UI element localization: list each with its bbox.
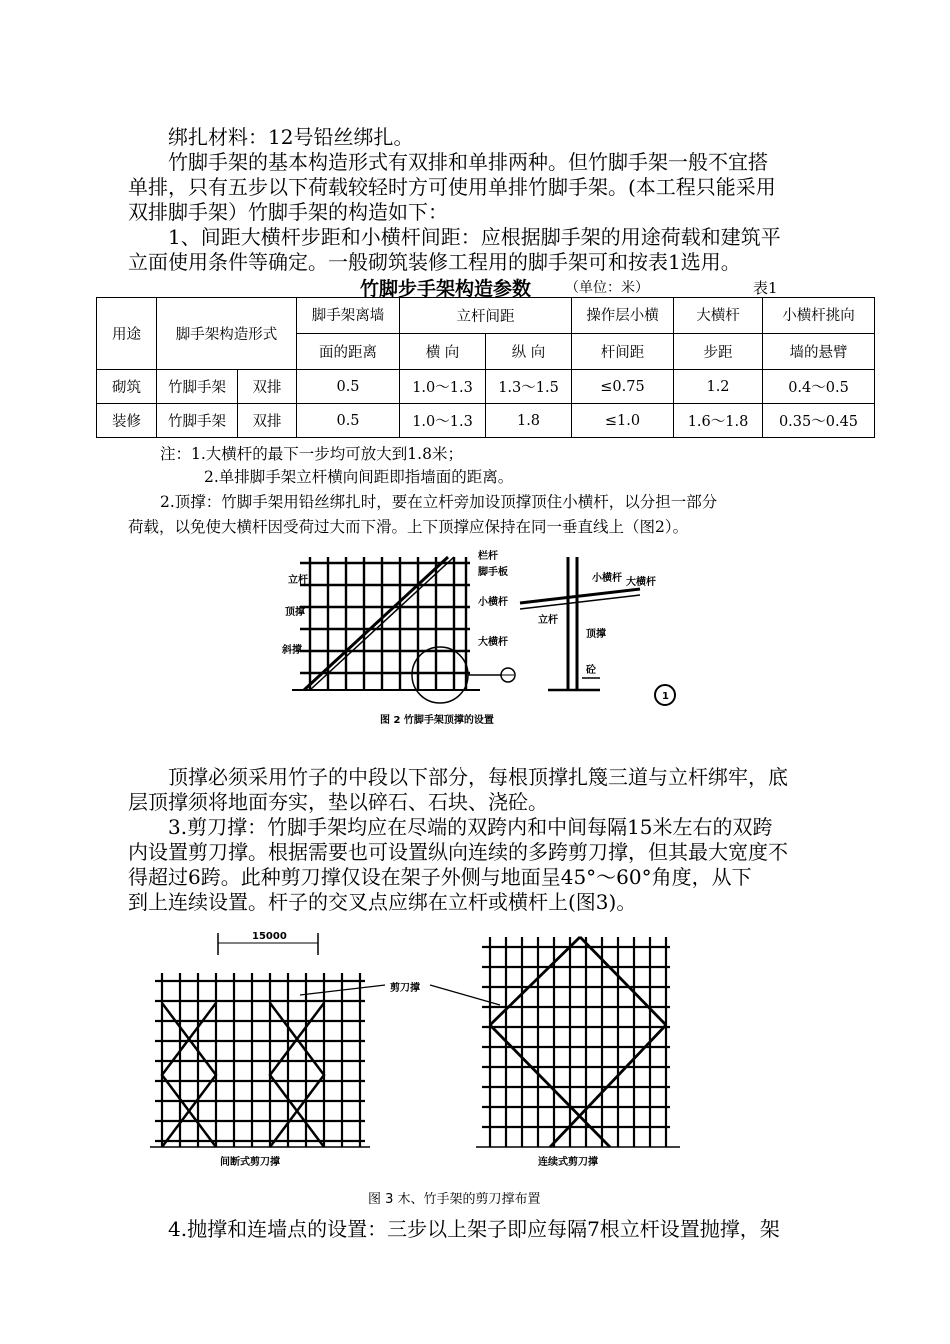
header-pole-spacing: 立杆间距 xyxy=(400,298,572,334)
cell-big-bar: 1.6～1.8 xyxy=(674,404,763,438)
header-small-bar-1: 操作层小横 xyxy=(572,298,674,334)
cell-wall-distance: 0.5 xyxy=(297,370,400,404)
header-big-bar-2: 步距 xyxy=(674,334,763,370)
label-big-bar: 大横杆 xyxy=(478,637,508,648)
label-right-pole: 立杆 xyxy=(538,615,558,626)
paragraph-spacing-line2: 立面使用条件等确定。一般砌筑装修工程用的脚手架可和按表1选用。 xyxy=(128,250,741,274)
label-continuous: 连续式剪刀撑 xyxy=(538,1157,598,1168)
paragraph-brace-material-line2: 层顶撑须将地面夯实，垫以碎石、石块、浇砼。 xyxy=(128,790,548,814)
paragraph-scissor-line2: 内设置剪刀撑。根据需要也可设置纵向连续的多跨剪刀撑，但其最大宽度不 xyxy=(128,840,788,864)
header-longitudinal: 纵 向 xyxy=(486,334,572,370)
label-right-big-bar: 大横杆 xyxy=(626,577,656,588)
label-top-brace: 顶撑 xyxy=(285,607,305,618)
cell-transverse: 1.0～1.3 xyxy=(400,370,486,404)
paragraph-spacing-line1: 1、间距大横杆步距和小横杆间距：应根据脚手架的用途荷载和建筑平 xyxy=(168,225,781,249)
paragraph-basic-form-line1: 竹脚手架的基本构造形式有双排和单排两种。但竹脚手架一般不宜搭 xyxy=(168,150,768,174)
table-unit: （单位：米） xyxy=(565,280,649,296)
figure-2-top-brace-diagram xyxy=(270,545,690,730)
header-use: 用途 xyxy=(97,298,157,370)
figure-2-caption: 图 2 竹脚手架顶撑的设置 xyxy=(380,715,494,726)
paragraph-throw-brace: 4.抛撑和连墙点的设置：三步以上架子即应每隔7根立杆设置抛撑，架 xyxy=(168,1217,780,1241)
paragraph-top-brace-line2: 荷载，以免使大横杆因受荷过大而下滑。上下顶撑应保持在同一垂直线上（图2）。 xyxy=(128,518,689,536)
cell-small-bar: ≤0.75 xyxy=(572,370,674,404)
cell-form: 竹脚手架 xyxy=(157,370,238,404)
header-wall-distance-2: 面的距离 xyxy=(297,334,400,370)
cell-small-bar: ≤1.0 xyxy=(572,404,674,438)
header-cantilever-1: 小横杆挑向 xyxy=(763,298,875,334)
label-intermittent: 间断式剪刀撑 xyxy=(220,1157,280,1168)
header-big-bar-1: 大横杆 xyxy=(674,298,763,334)
scaffold-parameter-table xyxy=(96,297,875,438)
dimension-15000: 15000 xyxy=(252,931,287,942)
table-number: 表1 xyxy=(753,279,778,297)
cell-wall-distance: 0.5 xyxy=(297,404,400,438)
label-pole: 立杆 xyxy=(288,575,308,586)
paragraph-scissor-line1: 3.剪刀撑：竹脚手架均应在尽端的双跨内和中间每隔15米左右的双跨 xyxy=(168,815,773,839)
label-small-bar: 小横杆 xyxy=(478,597,508,608)
paragraph-basic-form-line2: 单排，只有五步以下荷载较轻时方可使用单排竹脚手架。(本工程只能采用 xyxy=(128,175,776,199)
figure-3-scissor-brace-diagram xyxy=(140,925,710,1175)
table-row xyxy=(97,370,875,404)
cell-longitudinal: 1.3～1.5 xyxy=(486,370,572,404)
paragraph-top-brace-line1: 2.顶撑：竹脚手架用铅丝绑扎时，要在立杆旁加设顶撑顶住小横杆，以分担一部分 xyxy=(160,493,718,511)
figure-3-caption: 图 3 木、竹手架的剪刀撑布置 xyxy=(368,1192,541,1207)
paragraph-brace-material-line1: 顶撑必须采用竹子的中段以下部分，每根顶撑扎篾三道与立杆绑牢，底 xyxy=(168,765,788,789)
note-2: 2.单排脚手架立杆横向间距即指墙面的距离。 xyxy=(204,468,514,486)
table-title-row xyxy=(128,274,850,298)
cell-big-bar: 1.2 xyxy=(674,370,763,404)
cell-transverse: 1.0～1.3 xyxy=(400,404,486,438)
paragraph-binding-material: 绑扎材料：12号铅丝绑扎。 xyxy=(168,125,414,149)
header-cantilever-2: 墙的悬臂 xyxy=(763,334,875,370)
note-1: 注：1.大横杆的最下一步均可放大到1.8米； xyxy=(160,445,463,463)
label-railing: 栏杆 xyxy=(478,551,498,562)
paragraph-basic-form-line3: 双排脚手架）竹脚手架的构造如下： xyxy=(128,200,448,224)
cell-use: 装修 xyxy=(97,404,157,438)
cell-type: 双排 xyxy=(238,370,297,404)
label-scissor-brace: 剪刀撑 xyxy=(390,983,420,994)
paragraph-scissor-line4: 到上连续设置。杆子的交叉点应绑在立杆或横杆上(图3)。 xyxy=(128,890,637,914)
header-small-bar-2: 杆间距 xyxy=(572,334,674,370)
cell-cantilever: 0.4～0.5 xyxy=(763,370,875,404)
cell-use: 砌筑 xyxy=(97,370,157,404)
table-title: 竹脚步手架构造参数 xyxy=(360,278,532,300)
table-row xyxy=(97,404,875,438)
label-concrete: 砼 xyxy=(586,665,596,676)
label-diagonal: 斜撑 xyxy=(282,645,302,656)
cell-form: 竹脚手架 xyxy=(157,404,238,438)
header-wall-distance-1: 脚手架离墙 xyxy=(297,298,400,334)
header-form: 脚手架构造形式 xyxy=(157,298,297,370)
cell-type: 双排 xyxy=(238,404,297,438)
header-transverse: 横 向 xyxy=(400,334,486,370)
paragraph-scissor-line3: 得超过6跨。此种剪刀撑仅设在架子外侧与地面呈45°～60°角度，从下 xyxy=(128,865,752,889)
label-right-small-bar: 小横杆 xyxy=(592,573,622,584)
label-board: 脚手板 xyxy=(478,567,508,578)
label-circle-number: 1 xyxy=(662,691,669,702)
cell-cantilever: 0.35～0.45 xyxy=(763,404,875,438)
cell-longitudinal: 1.8 xyxy=(486,404,572,438)
label-right-brace: 顶撑 xyxy=(586,629,606,640)
